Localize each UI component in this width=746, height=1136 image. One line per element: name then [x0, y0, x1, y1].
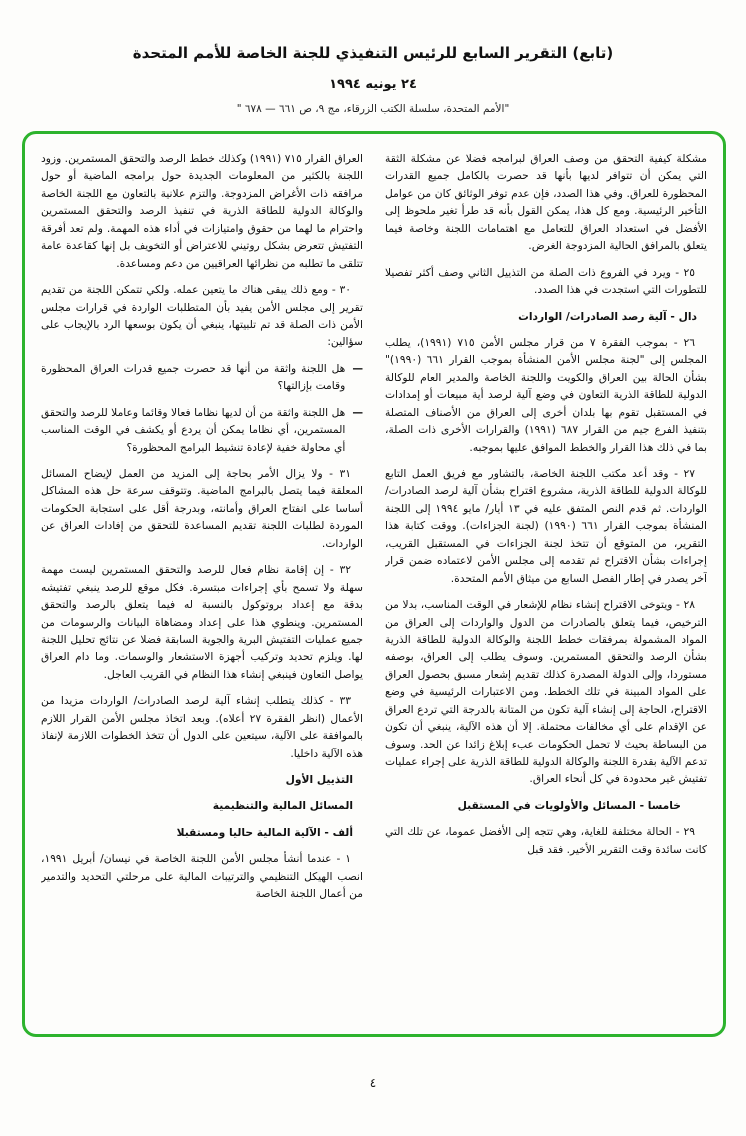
bullet-item	[41, 360, 363, 395]
document-header	[0, 0, 746, 115]
appendix-heading: التذييل الأول	[285, 773, 353, 786]
page-number: ٤	[369, 1076, 377, 1090]
column-right	[385, 150, 707, 1024]
column-left	[41, 150, 363, 1024]
paragraph-32: ٣٢ - إن إقامة نظام فعال للرصد والتحقق المستمرين ليست مهمة سهلة ولا تسمح بأي إجراءات مبتسرة. فكل موقع للرصد ينبغي تفتيشه بدقة مع إعداد بروتوكول بالنسبة له فيما يتعلق بالرصد والتحقق المستمرين. وينطوي هذا على إعداد ومضاهاة البيانات والرسومات من جميع عمليات التفتيش البرية والجوية السابقة فضلا عن نتائج تحليل اللجنة لها. ويلزم تحديد وتركيب أجهزة الاستشعار والوسمات. وما دام العراق يواصل التعاون فينبغي إنشاء هذا النظام في القريب العاجل.	[41, 563, 363, 681]
section-heading-dal: دال - آلية رصد الصادرات/ الواردات	[518, 309, 697, 323]
bullet-item	[41, 404, 363, 456]
page-footer	[0, 1076, 746, 1090]
paragraph-30: ٣٠ - ومع ذلك يبقى هناك ما يتعين عمله. ولكي تتمكن اللجنة من تقديم تقرير إلى مجلس الأمن يفيد بأن المتطلبات الواردة في قرارات مجلس الأمن ذات الصلة قد تم تلبيتها، ينبغي أن يكون بوسعها الرد بالإيجاب على سؤالين:	[41, 283, 363, 349]
document-citation: "الأمم المتحدة، سلسلة الكتب الزرقاء، مج ٩، ص ٦٦١ — ٦٧٨ "	[236, 103, 510, 115]
paragraph-27: ٢٧ - وقد أعد مكتب اللجنة الخاصة، بالتشاور مع فريق العمل التابع للوكالة الدولية للطاقة الذرية، مشروع اقتراح بشأن آلية لرصد الصادرات/ الواردات. ثم قدم النص المتفق عليه في ١٣ أيار/ مايو ١٩٩٤ إلى اللجنة المنشأة بموجب القرار ٦٦١ (١٩٩٠) (لجنة الجزاءات). ووقت كتابة هذا التقرير، من المتوقع أن تتخذ لجنة الجزاءات في المستقبل القريب، إجراءات بشأن الاقتراح ثم تقدمه إلى مجلس الأمن لاعتماده ضمن قرار آخر يصدر في إطار الفصل السابع من ميثاق الأمم المتحدة.	[385, 467, 707, 585]
document-title: (تابع) التقرير السابع للرئيس التنفيذي للجنة الخاصة للأمم المتحدة	[132, 44, 614, 62]
paragraph-1: ١ - عندما أنشأ مجلس الأمن اللجنة الخاصة في نيسان/ أبريل ١٩٩١، انصب الهيكل التنظيمي والترتيبات المالية على مرحلتي التحديد والتدمير من أعمال اللجنة الخاصة	[41, 852, 363, 901]
dash-bullet-icon: —	[352, 361, 363, 375]
appendix-subheading: المسائل المالية والتنظيمية	[212, 799, 353, 813]
paragraph-29: ٢٩ - الحالة مختلفة للغاية، وهي تتجه إلى الأفضل عموما، عن تلك التي كانت سائدة وقت التقرير الأخير. فقد قبل	[385, 825, 707, 856]
green-border-box	[22, 131, 726, 1037]
document-date: ٢٤ يونيه ١٩٩٤	[329, 77, 417, 92]
paragraph-continuation: مشكلة كيفية التحقق من وصف العراق لبرامجه فضلا عن مشكلة الثقة التي يمكن أن تتوافر لديها بأنها قد حصرت بالكامل جميع القدرات المحظورة للعراق. وفي هذا الصدد، فإن عدم توفر الوثائق كان من عوامل التأخير الرئيسية. ومع كل هذا، يمكن القول بأنه قد طرأ تغير ملحوظ إلى الأفضل في استعداد العراق للتعامل مع اهتمامات اللجنة وخاصة فيما يتعلق بالمرافق الحالية المزدوجة الغرض.	[385, 152, 707, 253]
paragraph-31: ٣١ - ولا يزال الأمر بحاجة إلى المزيد من العمل لإيضاح المسائل المعلقة فيما يتصل بالبرامج الماضية. وتتوقف سرعة حل هذه المشاكل أساسا على انفتاح العراق وأمانته، وبدرجة أقل على استجابة الحكومات الموردة لطلبات اللجنة تقديم المساعدة للتحقق من إفادات العراق عن الواردات.	[41, 467, 363, 550]
paragraph-25: ٢٥ - ويرد في الفروع ذات الصلة من التذييل الثاني وصف أكثر تفصيلا للتطورات التي استجدت في هذا الصدد.	[385, 265, 707, 297]
bullet-text: هل اللجنة واثقة من أنها قد حصرت جميع قدرات العراق المحظورة وقامت بإزالتها؟	[41, 361, 346, 393]
paragraph-33: ٣٣ - كذلك يتطلب إنشاء آلية لرصد الصادرات/ الواردات مزيدا من الأعمال (انظر الفقرة ٢٧ أعلاه). وبعد اتخاذ مجلس الأمن القرار اللازم بالموافقة على الآلية، سيتعين على الدول أن تتخذ الخطوات اللازمة لإنفاذ هذه الآلية داخليا.	[41, 694, 363, 760]
section-heading-khamisan: خامسا - المسائل والأولويات في المستقبل	[457, 798, 681, 812]
bullet-text: هل اللجنة واثقة من أن لديها نظاما فعالا وقائما وعاملا للرصد والتحقق المستمرين، أي نظاما يمكن أن يردع أو يكشف في الوقت المناسب أي محاولة خفية لإعادة تنشيط البرامج المحظورة؟	[41, 405, 346, 454]
paragraph-28: ٢٨ - ويتوخى الاقتراح إنشاء نظام للإشعار في الوقت المناسب، بدلا من الترخيص، فيما يتعلق بالصادرات من الدول والواردات إلى العراق من المواد المشمولة بمرفقات خطط اللجنة والوكالة الدولية للطاقة الذرية بشأن الرصد والتحقق المستمرين. وسوف يطلب إلى العراق، بوصفه مستوردا، وإلى الدولة المصدرة كذلك تقديم إشعار مسبق بحصول العراق على المواد المبينة في تلك الخطط. ومن الاعتبارات الرئيسية في وضع الاقتراح، الحاجة إلى إنشاء آلية تكون من المتانة بالدرجة التي تردع العراق عن الإقدام على أي مخالفات محتملة. إلا أن هذه الآلية، ينبغي أن تكون من البساطة بحيث لا تحمل الحكومات عبء إبلاغ زائدا عن الحد. وسوف تدعم الآلية بقدرة اللجنة والوكالة الدولية للطاقة الذرية على إجراء عمليات تفتيش غير محدودة في كل أنحاء العراق.	[385, 598, 707, 786]
paragraph-continuation: العراق القرار ٧١٥ (١٩٩١) وكذلك خطط الرصد والتحقق المستمرين. وزود اللجنة بالكثير من المعلومات الجديدة حول برامجه الماضية أو حول مرافقه ذات الأغراض المزدوجة. والتزم علانية بالتعاون مع اللجنة الخاصة والوكالة الدولية للطاقة الذرية في تنفيذ الرصد والتحقق المستمرين واحترام ما لهما من حقوق وامتيازات في أداء هذه المهمة. ولم تعد أفرقة التفتيش تتعرض بشكل روتيني للاعتراض أو التخويف بل إنها كقاعدة عامة تتلقى ما تطلبه من نظرائها العراقيين من دعم ومساعدة.	[41, 152, 363, 270]
dash-bullet-icon: —	[352, 405, 363, 419]
paragraph-26: ٢٦ - بموجب الفقرة ٧ من قرار مجلس الأمن ٧١٥ (١٩٩١)، يطلب المجلس إلى "لجنة مجلس الأمن المنشأة بموجب القرار ٦٦١ (١٩٩٠)" بشأن الحالة بين العراق والكويت واللجنة الخاصة والمدير العام للوكالة الدولية للطاقة الذرية التعاون في وضع آلية لرصد أية مبيعات أو إمدادات في المستقبل تقوم بها بلدان أخرى إلى العراق من الأصناف المتصلة بتنفيذ الفرع جيم من القرار ٦٨٧ (١٩٩١) والقرارات الأخرى ذات الصلة، بما في ذلك هذا القرار والخطط الموافق عليها بموجبه.	[385, 335, 707, 454]
appendix-section-alif: ألف - الآلية المالية حاليا ومستقبلا	[176, 825, 353, 839]
